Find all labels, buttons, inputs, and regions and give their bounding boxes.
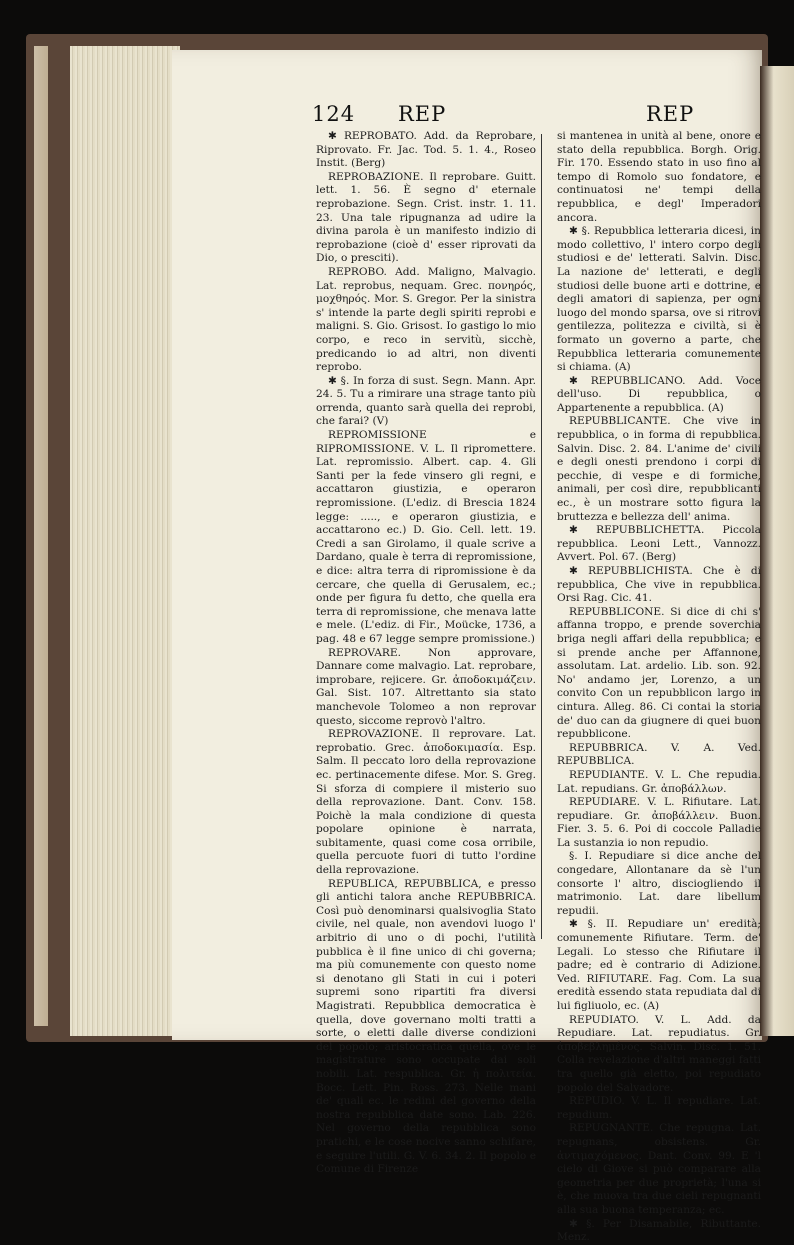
entry-repubblicante: REPUBBLICANTE. Che vive in repubblica, o in forma di repubblica. Salvin. Disc. 2. 84. L'anime de' civili e degli onesti prendono i corpi di pecchie, di vespe e di formiche, animali, per così dire, repubblicanti ec., è un mostrare sotto figura la bruttezza e bellezza dell' anima.	[557, 415, 761, 523]
entry-repugnante-disamabile: ✱ §. Per Disamabile, Ributtante. Menz.	[557, 1217, 761, 1244]
entry-reprobo-sust: ✱ §. In forza di sust. Segn. Mann. Apr. 24. 5. Tu a rimirare una strage tanto più orrenda, quanto sarà quella dei reprobi, che farai? (V)	[316, 374, 536, 428]
entry-reprobazione: REPROBAZIONE. Il reprobare. Guitt. lett. 1. 56. È segno d' eternale reprobazione. Segn. Crist. instr. 1. 11. 23. Una tale ripugnanza ad udire la divina parola è un manifesto indizio di reprobazione (cioè d' esser riprovati da Dio, o presciti).	[316, 170, 536, 265]
entry-repubblicone: REPUBBLICONE. Si dice di chi s' affanna troppo, e prende soverchia briga negli affari della repubblica; e si prende anche per Affannone, assolutam. Lat. ardelio. Lib. son. 92. No' andamo jer, Lorenzo, a un convito Con un repubblicon largo in cintura. Alleg. 86. Ci contai la storia de' duo can da giugnere di quei buon repubblicone.	[557, 605, 761, 741]
entry-reprovare: REPROVARE. Non approvare, Dannare come malvagio. Lat. reprobare, improbare, rejicere. Gr. ἀποδοκιμάζειν. Gal. Sist. 107. Altrettanto sia stato manchevole Tolomeo a non reprovar questo, siccome reprovò l'altro.	[316, 646, 536, 727]
entry-republica-cont: si mantenea in unità al bene, onore e stato della repubblica. Borgh. Orig. Fir. 170. Essendo stato in uso fino al tempo di Romolo suo fondatore, e continuatosi ne' tempi della repubblica, e degl' Imperadori ancora.	[557, 130, 761, 224]
column-divider	[541, 134, 542, 939]
right-column	[557, 130, 761, 1244]
entry-repubbrica: REPUBBRICA. V. A. Ved. REPUBBLICA.	[557, 741, 761, 768]
right-running-head: REP	[646, 102, 695, 126]
left-column	[316, 130, 536, 1177]
entry-repudiare: REPUDIARE. V. L. Rifiutare. Lat. repudiare. Gr. ἀποβάλλειν. Buon. Fier. 3. 5. 6. Poi di coccole Palladie La sustanzia io non repudio.	[557, 796, 761, 849]
entry-reprobato: ✱ REPROBATO. Add. da Reprobare, Riprovato. Fr. Jac. Tod. 5. 1. 4., Roseo Instit. (Berg)	[316, 130, 536, 170]
entry-repubblicano: ✱ REPUBBLICANO. Add. Voce dell'uso. Di repubblica, o Appartenente a repubblica. (A)	[557, 374, 761, 414]
entry-repubblichetta: ✱ REPUBBLICHETTA. Piccola repubblica. Leoni Lett., Vannozz. Avvert. Pol. 67. (Berg)	[557, 524, 761, 564]
entry-republica: REPUBLICA, REPUBBLICA, e presso gli antichi talora anche REPUBBRICA. Così può denominarsi qualsivoglia Stato civile, nel quale, non avendovi luogo l' arbitrio di uno o di pochi, l'utilità pubblica è il fine unico di chi governa; ma più comunemente con questo nome si denotano gli Stati in cui i poteri supremi sono ripartiti fra diversi Magistrati. Repubblica democratica è quella, dove governano molti tratti a sorte, o eletti dalle diverse condizioni del popolo; aristocratica quella, ove le magistrature sono occupate dai soli nobili. Lat. respublica. Gr. ἡ πολιτεία. Bocc. Lett. Pin. Ross. 273. Nelle mani de' quali ec. le redini del governo della nostra repubblica date sono. Lab. 226. Nel governo della repubblica sono pratichi, e le cose nocive sanno schifare, e seguire l'utili. G. V. 6. 34. 2. Il popolo e Comune di Firenze	[316, 877, 536, 1176]
entry-repudiare-1: §. I. Repudiare si dice anche del congedare, Allontanare da sè l'un consorte l' altro, disciogliendo il matrimonio. Lat. dare libellum repudii.	[557, 850, 761, 917]
left-running-head: REP	[398, 102, 447, 126]
facing-page-edge	[760, 66, 794, 1036]
entry-repubblica-letteraria: ✱ §. Repubblica letteraria dicesi, in modo collettivo, l' intero corpo degli studiosi e de' letterati. Salvin. Disc. La nazione de' letterati, e degli studiosi delle buone arti e dottrine, e degli amatori di sapienza, per ogni luogo del mondo sparsa, ove si ritrovi gentilezza, politezza e civiltà, si è formato un governo a parte, che Repubblica letteraria comunemente si chiama. (A)	[557, 225, 761, 374]
entry-repudiato: REPUDIATO. V. L. Add. da Repudiare. Lat. repudiatus. Gr. ἀποβεβλημένος. Salvin. Disc. 1. 51. Colla revelazione d'altri maneggi fatti tra quello già eletto, poi repudiato popolo del Salvadore.	[557, 1013, 761, 1094]
entry-reprovazione: REPROVAZIONE. Il reprovare. Lat. reprobatio. Grec. ἀποδοκιμασία. Esp. Salm. Il peccato loro della reprovazione ec. pertinacemente difese. Mor. S. Greg. Si sforza di compiere il misterio suo della reprovazione. Dant. Conv. 158. Poichè la mala condizione di questa popolare opinione è narrata, subitamente, quasi come cosa orribile, quella percuote fuori di tutto l'ordine della reprovazione.	[316, 728, 536, 877]
entry-repudio: REPUDIO. V. L. Il repudiare. Lat. repudium.	[557, 1095, 761, 1121]
entry-repudiante: REPUDIANTE. V. L. Che repudia. Lat. repudians. Gr. ἀποβάλλων.	[557, 768, 761, 795]
entry-repubblichista: ✱ REPUBBLICHISTA. Che è di repubblica, Che vive in repubblica. Orsi Rag. Cic. 41.	[557, 565, 761, 605]
entry-repudiare-2: ✱ §. II. Repudiare un' eredità; comunemente Rifiutare. Term. de' Legali. Lo stesso che Rifiutare il padre; ed è contrario di Adizione. Ved. RIFIUTARE. Fag. Com. La sua eredità essendo stata repudiata dal di lui figliuolo, ec. (A)	[557, 918, 761, 1012]
page-number: 124	[312, 102, 356, 126]
entry-reprobo: REPROBO. Add. Maligno, Malvagio. Lat. reprobus, nequam. Grec. πονηρός, μοχθηρός. Mor. S. Gregor. Per la sinistra s' intende la parte degli spiriti reprobi e maligni. S. Gio. Grisost. Io gastigo lo mio corpo, e reco in servitù, sicchè, predicando io ad altri, non diventi reprobo.	[316, 265, 536, 374]
entry-repromissione: REPROMISSIONE e RIPROMISSIONE. V. L. Il ripromettere. Lat. repromissio. Albert. cap. 4. Gli Santi per la fede vinsero gli regni, e accattaron giustizia, e operaron repromissione. (L'ediz. di Brescia 1824 legge: ....., e operaron giustizia, e accattarono ec.) D. Gio. Cell. lett. 19. Credi a san Girolamo, il quale scrive a Dardano, quale è terra di repromissione, e dice: altra terra di ripromissione è da cercare, che quella di Gerusalem, ec.; onde per figura fu detto, che quella era terra di repromissione, che menava latte e mele. (L'ediz. di Fir., Moücke, 1736, a pag. 48 e 67 legge sempre promissione.)	[316, 429, 536, 645]
entry-repugnante: REPUGNANTE. Che repugna. Lat. repugnans, obsistens. Gr. ἀντιμαχόμενος. Dant. Conv. 99. E 'l cielo di Giove si può comparare alla geometria per due proprietà; l'una si è, che muova tra due cieli repugnanti alla sua buona temperanza; ec.	[557, 1122, 761, 1216]
page-edges	[70, 46, 180, 1036]
